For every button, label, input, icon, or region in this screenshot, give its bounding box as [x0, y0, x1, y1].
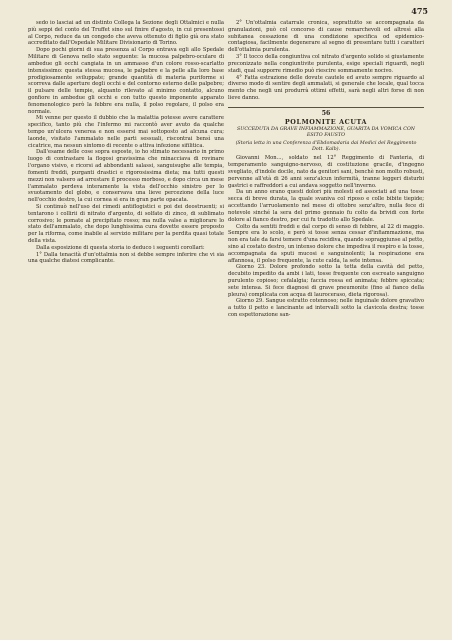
left-paragraph: Dalla esposizione di questa storia io deduco i seguenti corollari:	[36, 244, 205, 251]
right-paragraph: 2° Un'ottalmia catarrale cronica, soprattutto se accompagnata da granulazioni, può col concorso di cause remarchevoli ed altresì alla subitanea cessazione di una condizione specifica od epidemico-contagiosa, facilmente degenerare al segno di presentare tutti i caratteri dell'ottalmia purulenta.	[228, 20, 424, 54]
right-paragraph: Giorno 23. Dolore profondo sotto la tetta della cavità del petto, decubito impedito da ambi i lati, tosse frequente con escreato sanguigno purulento copioso; cefalalgia; faccia rossa ed animata; febbre spiccata; sete intensa. Si fece diagnosi di grave pneumonite (fino al fianco della pleura) complicata con acqua di lauroceraso, dieta rigorosa).	[228, 264, 424, 298]
right-column	[228, 20, 424, 319]
left-paragraph: Dopo pochi giorni di sua presenza al Corpo entrava egli allo Spedale Militare di Genova nello stato seguente: la mucosa palpebro-oculare di ambedue gli occhi cangiata in un ammasso d'un colore rosso-scarlatto intensissimo: questa stessa mucosa, le palpebre e la pelle alla loro base prodigiosamente sviluppate; grande quantità di materia puriforme si scorreva dalle aperture degli occhi e del contorno esterno delle palpebre; il pulsare delle tempie, alquanto rilevato al minimo contatto, alcuno gonfiore in ambedue gli occhi e con tutto questo imponente apparato fenomenologico però la febbre era nulla, il polso regolare, il polso era normale.	[28, 47, 224, 115]
section-number: 56	[321, 109, 331, 117]
right-paragraph: Giorno 29. Sangue estratto cotennoso; nelle inguinale dolore gravativo a tutto il petto e lancinante ad intervalli sotto la clavicola destra; tosse con espettorazione san-	[228, 298, 424, 319]
left-paragraph: 1° Dalla tenacità d'un'ottalmia non si debbe sempre inferire che vi sia una qualche diatesi complicante.	[28, 251, 224, 265]
right-paragraph: 3° Il tocco della congiuntiva col nitrato d'argento solido si giustamente preconizzato nella congiuntivite purulenta, esige speciali riguardi, negli stadi, qual supporre rimedio può riescire sommamente nocivo.	[228, 54, 424, 74]
right-paragraph: 4° Fatta estrazione delle dovute cautele ed avuto sempre riguardo al diverso modo di sentire degli ammalati, si generale che locale, qual tocca mento che negli uni produrrà ottimi effetti, sarà negli altri forse di non lieve danno.	[228, 74, 424, 101]
left-paragraph: Mi venne per questo il dubbio che la malattia potesse avere carattere specifico, tanto più che l'infermo mi raccontò aver avuto da qualche tempo un'ulcera venerea e non essersi mai sottoposto ad alcuna cura; laonde, visitato l'ammalato nelle parti sessuali, riscontrai bensì una cicatrice, ma nessun sintomo di recente o attiva infezione sifilitica.	[28, 115, 224, 149]
right-paragraph: Giovanni Mon..., soldato nel 12° Reggimento di Fanteria, di temperamento sanguigno-nervoso, di costituzione gracile, d'ingegno svegliato, d'indole docile, nato da genitori sani, benchè non molto robusti, pervenne all'età di 26 anni senz'alcun infermità, tranne leggeri disturbi gastrici e raffreddori a cui andava soggetto nell'inverno.	[228, 155, 424, 189]
left-column	[28, 20, 224, 265]
section-divider	[228, 107, 424, 108]
left-paragraph: Si continuò nell'uso dei rimedi antiflogistici e poi dei deostruenti; si tentarono i collirii di nitrato d'argento, di solfato di zinco, di sublimato corrosivo; le pomate al precipitato rosso; ma nulla valse a migliorare lo stato dell'ammalato, che dopo lunghissima cura dovette essere proposto per la riforma, come inabile al servizio militare per la perdita quasi totale della vista.	[28, 203, 224, 244]
right-paragraph: Da un anno erano questi dolori più molesti ed associati ad una tosse secca di breve durata, la quale svaniva col riposo e colle bibite tiepide; accettando l'arruolamento nel mese di ottobre senz'altro, nulla fece di notevole sinché la sera del primo gennaio fu colto da brividi con forte dolore al fianco destro, per cui fu tradotto allo Spedale.	[228, 189, 424, 223]
section-title: POLMONITE ACUTA	[284, 117, 368, 126]
left-paragraph: sedo io lasciai ad un distinto Collega la Sezione degli Ottalmici e nulla più seppi del conto del Truffet sino sul finire d'agosto, in cui presentossi al Corpo, reduce da un congedo che aveva ottenuto di figlio già ora stato accreditato dall'Ospedale Militare Divisionario di Torino.	[28, 20, 224, 47]
right-paragraph: Colto da sentiti freddi e dal corpo di senso di febbre, al 22 di maggio. Sempre era lo scolo, e però si tosse senza cessar d'infiammazione, ma non era tale da farsi temere d'una recidiva, quando sopraggiunse al petto, sino al costato destro, un intenso dolore che impediva il respiro e la tosse, accompagnata da sputi mucosi e sanguinolenti; la respirazione era affannosa, il polso frequente, la cute calda, la sete intensa.	[228, 223, 424, 264]
page-number: 475	[411, 6, 428, 16]
section-source: (Storia letta in una Conferenza d'Ebdomadaria dai Medici del Reggimento Dott. Kalb).	[235, 141, 417, 153]
section-subtitle: SUCCEDUTA DA GRAVE INFIAMMAZIONE, GUARITA DA VOMICA CON ESITO FAUSTO	[237, 127, 415, 139]
left-paragraph: Dall'esame delle cose sopra esposte, io ho stimato necessario in primo luogo di contrastare la flogosi gravissima che minacciava di rovinare l'organo visivo, e ricorsi ad abbondanti salassi, sanguisughe alle tempia, fomenti freddi, purganti drastici e rigorosissima dieta; ma tutti questi mezzi non valsero ad arrestare il processo morboso, e dopo circa un mese l'ammalato perdeva interamente la vista dell'occhio sinistro per lo svuotamento del globo, e conservava una lieve percezione della luce nell'occhio destro, la cui cornea si era in gran parte opacata.	[28, 149, 224, 204]
